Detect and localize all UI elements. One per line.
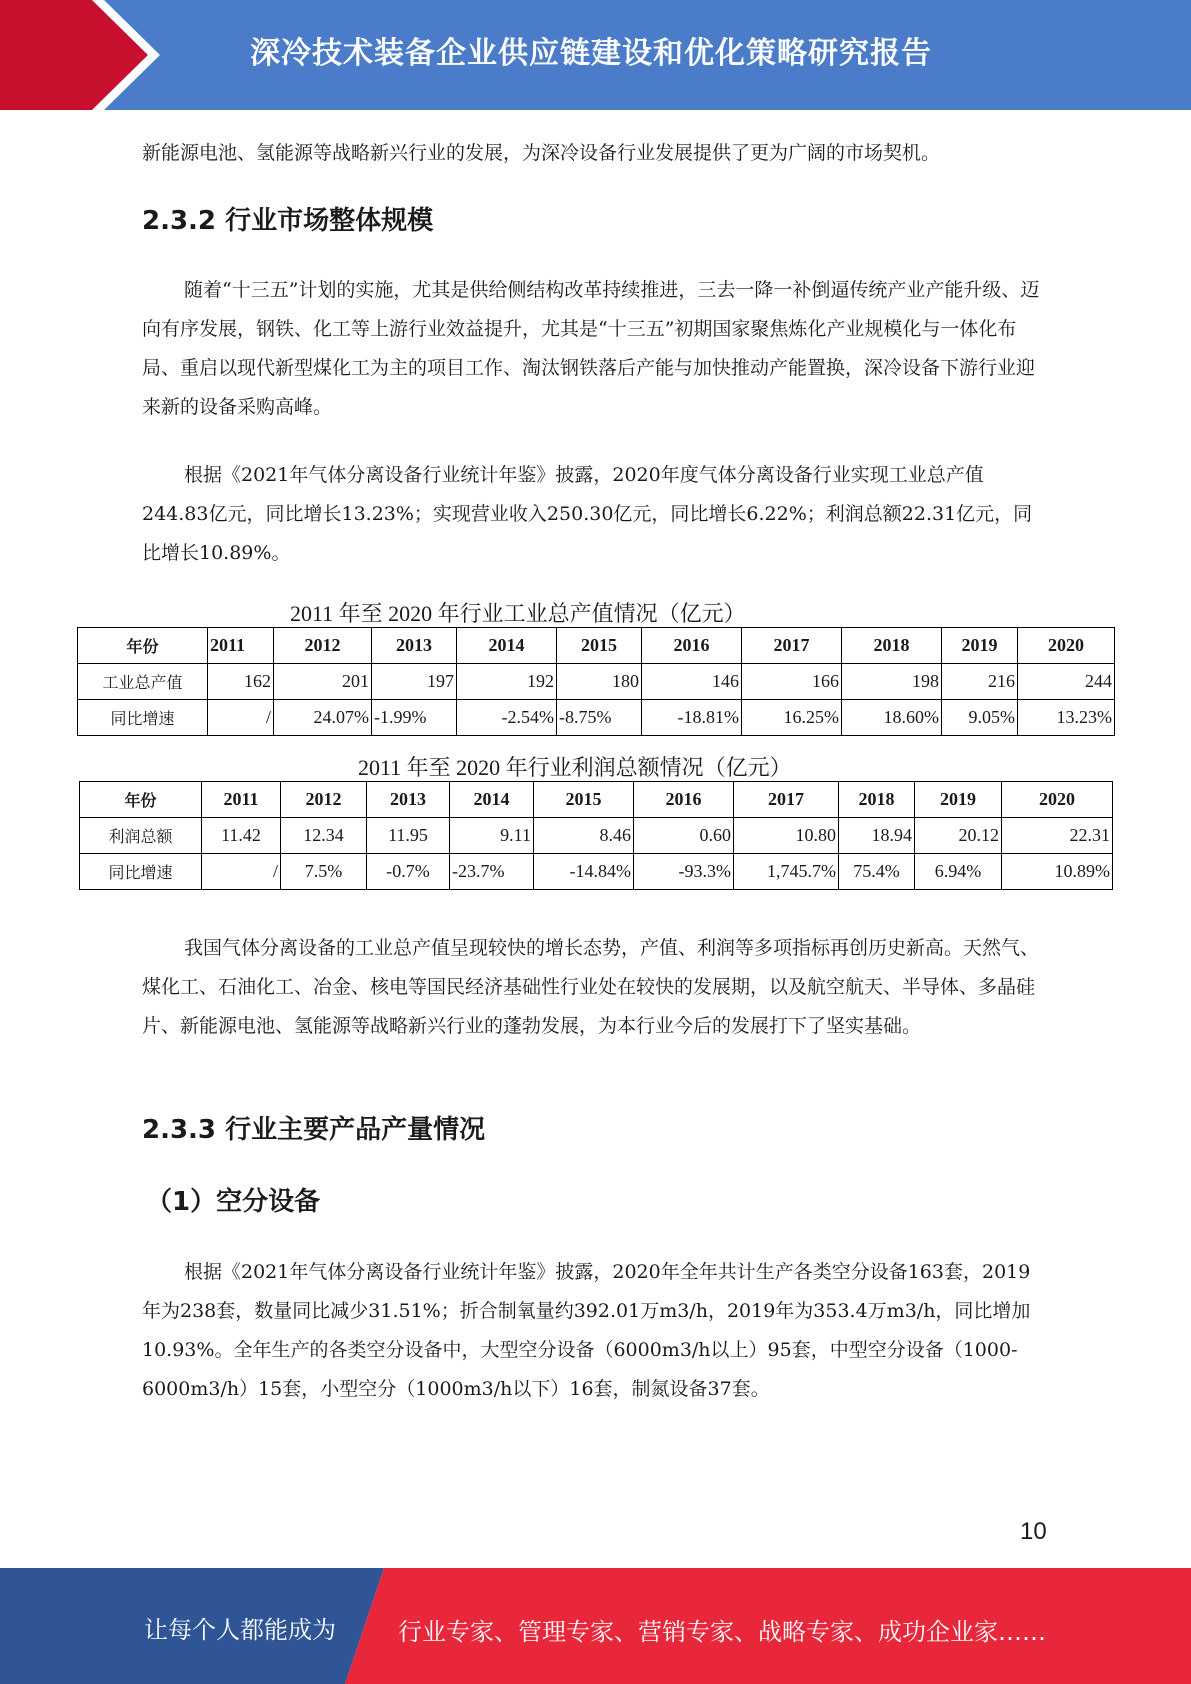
year-cell: 2019 [942,628,1018,664]
year-cell: 2013 [372,628,457,664]
table-cell: 216 [942,664,1018,700]
paragraph-air-separation-output: 根据《2021年气体分离设备行业统计年鉴》披露，2020年全年共计生产各类空分设备163套，2019年为238套，数量同比减少31.51%；折合制氧量约392.01万m3/h，2019年为353.4万m3/h，同比增加10.93%。全年生产的各类空分设备中，大型空分设备（6000m3/h以上）95套，中型空分设备（1000-6000m3/h）15套，小型空分（1000m3/h以下）16套，制氮设备37套。 [142,1261,1031,1400]
table-row [78,664,1115,700]
footer-slogan-right: 行业专家、管理专家、营销专家、战略专家、成功企业家…… [398,1618,1046,1646]
output-value-table [77,627,1115,736]
table-cell: 10.89% [1002,854,1113,890]
table-cell: 180 [557,664,642,700]
table-cell: 201 [274,664,372,700]
intro-paragraph: 新能源电池、氢能源等战略新兴行业的发展，为深冷设备行业发展提供了更为广阔的市场契机。 [142,142,941,164]
table-cell: -0.7% [367,854,450,890]
table-header-row [78,628,1115,664]
table-cell: -2.54% [457,700,557,736]
row-label: 同比增速 [78,700,208,736]
table-cell: 146 [642,664,742,700]
table-cell: 6.94% [915,854,1002,890]
year-cell: 2015 [557,628,642,664]
table-cell: 197 [372,664,457,700]
year-cell: 2019 [915,782,1002,818]
table-cell: 8.46 [534,818,634,854]
row-label: 工业总产值 [78,664,208,700]
section-heading-2-3-3: 2.3.3 行业主要产品产量情况 [142,1115,486,1145]
table-cell: 13.23% [1018,700,1115,736]
table-cell: 192 [457,664,557,700]
table-cell: 7.5% [281,854,367,890]
header-label: 年份 [78,628,208,664]
table-cell: 75.4% [839,854,915,890]
page-number: 10 [1020,1518,1047,1545]
row-label: 同比增速 [80,854,202,890]
year-cell: 2011 [208,628,274,664]
year-cell: 2012 [274,628,372,664]
table1-caption: 2011 年至 2020 年行业工业总产值情况（亿元） [290,601,746,626]
report-title: 深冷技术装备企业供应链建设和优化策略研究报告 [250,36,932,71]
year-cell: 2017 [734,782,839,818]
table-cell: 166 [742,664,842,700]
table2-caption: 2011 年至 2020 年行业利润总额情况（亿元） [358,755,792,780]
year-cell: 2015 [534,782,634,818]
header-label: 年份 [80,782,202,818]
table-cell: 18.94 [839,818,915,854]
table-cell: 16.25% [742,700,842,736]
table-row [80,854,1113,890]
table-cell: 10.80 [734,818,839,854]
table-row [78,700,1115,736]
page-footer [0,1568,1191,1684]
table-cell: -14.84% [534,854,634,890]
table-cell: 162 [208,664,274,700]
table-cell: 11.42 [202,818,281,854]
table-cell: 198 [842,664,942,700]
section-heading-2-3-2: 2.3.2 行业市场整体规模 [142,206,434,236]
table-cell: -23.7% [450,854,534,890]
table-cell: 18.60% [842,700,942,736]
table-cell: / [202,854,281,890]
table-header-row [80,782,1113,818]
year-cell: 2020 [1002,782,1113,818]
table-cell: -1.99% [372,700,457,736]
paragraph-growth-summary: 我国气体分离设备的工业总产值呈现较快的增长态势，产值、利润等多项指标再创历史新高。天然气、煤化工、石油化工、冶金、核电等国民经济基础性行业处在较快的发展期，以及航空航天、半导体、多晶硅片、新能源电池、氢能源等战略新兴行业的蓬勃发展，为本行业今后的发展打下了坚实基础。 [142,937,1040,1037]
year-cell: 2014 [450,782,534,818]
year-cell: 2018 [839,782,915,818]
table-cell: 0.60 [634,818,734,854]
year-cell: 2018 [842,628,942,664]
table-cell: -93.3% [634,854,734,890]
table-cell: 244 [1018,664,1115,700]
year-cell: 2016 [642,628,742,664]
table-cell: 22.31 [1002,818,1113,854]
table-cell: 11.95 [367,818,450,854]
footer-slogan-left: 让每个人都能成为 [144,1616,336,1644]
table-cell: -18.81% [642,700,742,736]
row-label: 利润总额 [80,818,202,854]
profit-table [79,781,1113,890]
year-cell: 2014 [457,628,557,664]
subsection-heading-air-separation: （1）空分设备 [146,1187,321,1217]
table-cell: 12.34 [281,818,367,854]
paragraph-statistics: 根据《2021年气体分离设备行业统计年鉴》披露，2020年度气体分离设备行业实现工业总产值244.83亿元，同比增长13.23%；实现营业收入250.30亿元，同比增长6.22%；利润总额22.31亿元，同比增长10.89%。 [142,464,1033,564]
page-header [0,0,1191,110]
year-cell: 2020 [1018,628,1115,664]
table-cell: 9.05% [942,700,1018,736]
table-cell: 9.11 [450,818,534,854]
year-cell: 2017 [742,628,842,664]
table-cell: / [208,700,274,736]
table-cell: 20.12 [915,818,1002,854]
year-cell: 2016 [634,782,734,818]
year-cell: 2011 [202,782,281,818]
table-cell: 1,745.7% [734,854,839,890]
table-cell: -8.75% [557,700,642,736]
table-cell: 24.07% [274,700,372,736]
year-cell: 2012 [281,782,367,818]
paragraph-market-overview: 随着“十三五”计划的实施，尤其是供给侧结构改革持续推进，三去一降一补倒逼传统产业产能升级、迈向有序发展，钢铁、化工等上游行业效益提升，尤其是“十三五”初期国家聚焦炼化产业规模化与一体化布局、重启以现代新型煤化工为主的项目工作、淘汰钢铁落后产能与加快推动产能置换，深冷设备下游行业迎来新的设备采购高峰。 [142,279,1040,418]
table-row [80,818,1113,854]
year-cell: 2013 [367,782,450,818]
